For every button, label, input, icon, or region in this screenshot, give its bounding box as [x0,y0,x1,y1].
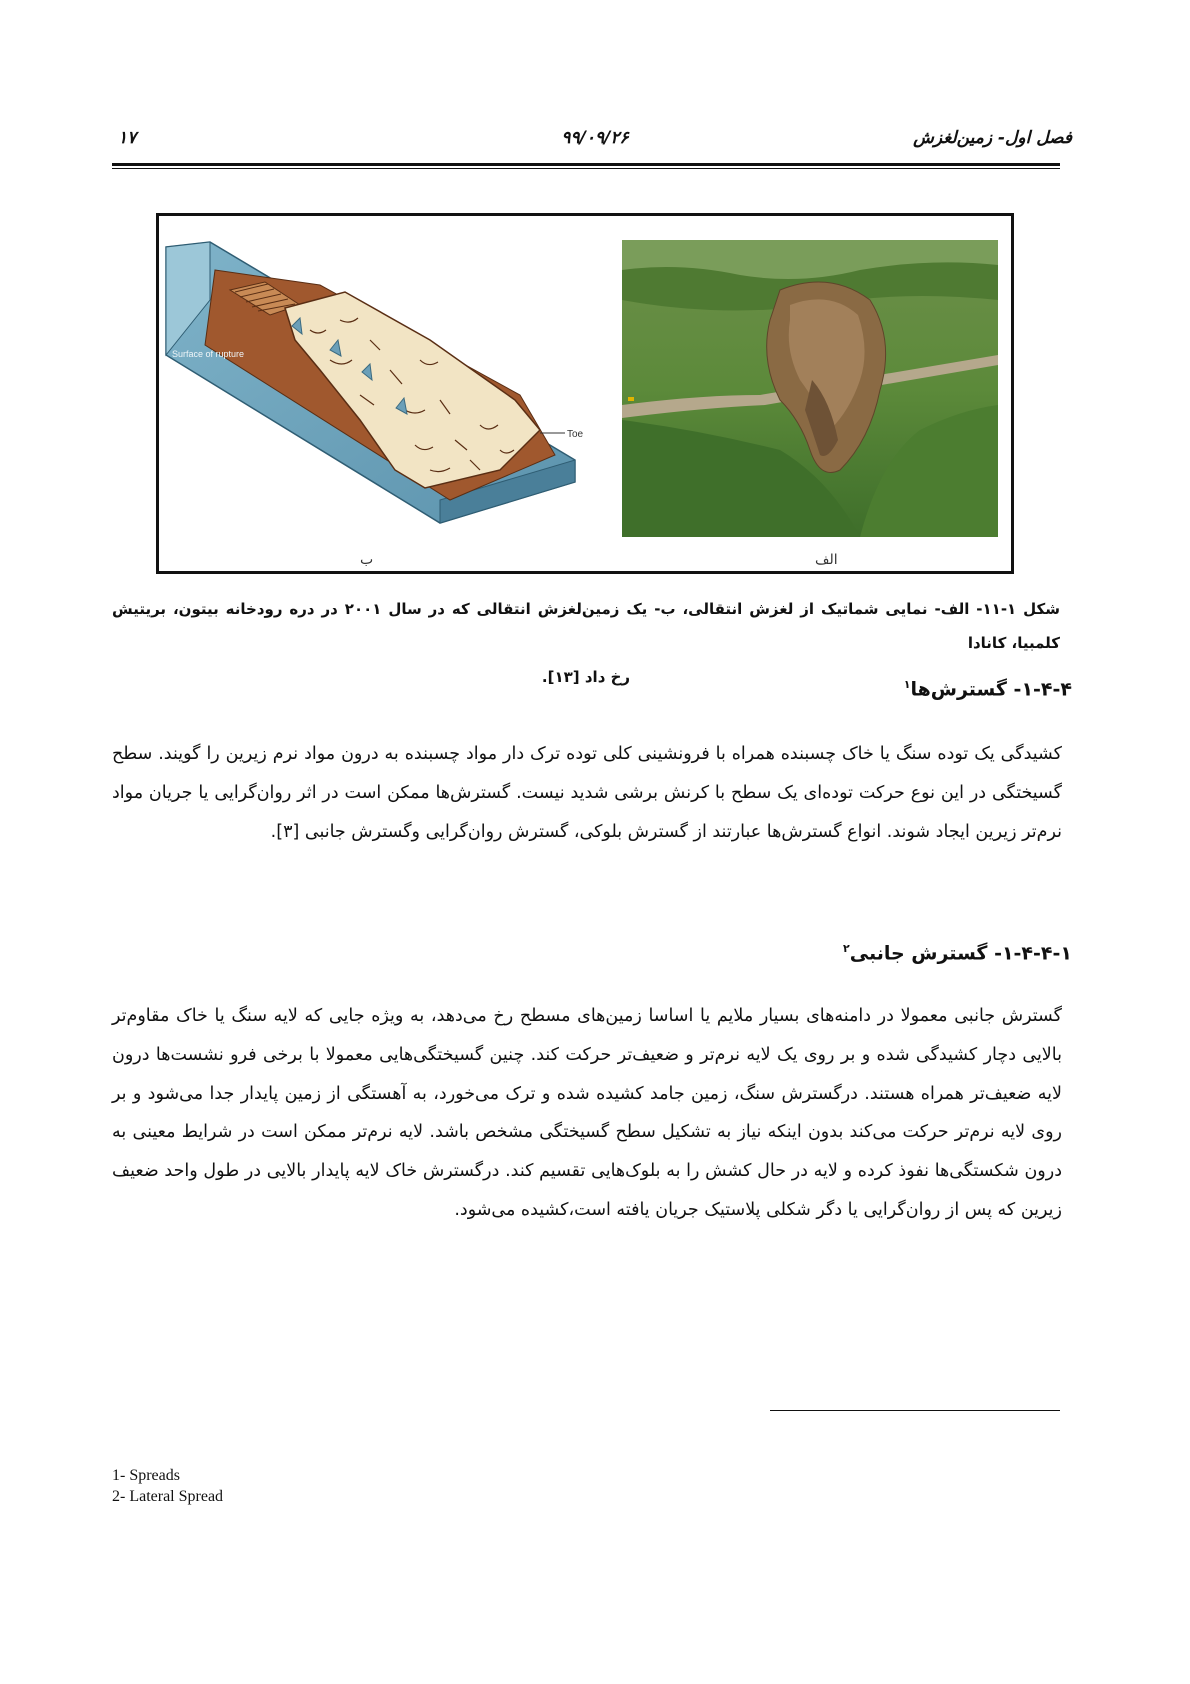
footnote-ref: ۲ [843,942,850,955]
figure-label-a: الف [815,552,838,568]
running-header-date: ۹۹/۰۹/۲۶ [561,128,629,148]
schematic-translational-slide [166,242,584,523]
footnote-rule [770,1410,1060,1411]
heading-text: ۱-۴-۴- گسترش‌ها [910,678,1072,701]
landslide-photo [622,240,998,537]
figure-label-b: ب [360,552,374,568]
running-header-chapter: فصل اول- زمین‌لغزش [913,128,1072,148]
footnote-1: 1- Spreads [112,1467,180,1484]
heading-text: ۱-۴-۴-۱- گسترش جانبی [849,942,1072,965]
section-heading-lateral-spread [843,942,1072,964]
paragraph-lateral-spread: گسترش جانبی معمولا در دامنه‌های بسیار ملایم یا اساسا زمین‌های مسطح رخ می‌دهد، به ویژه جایی که لایه سنگ یا خاک مقاوم‌تر بالایی دچار کشیدگی شده و بر روی یک لایه نرم‌تر و ضعیف‌تر حرکت کند. چنین گسیختگی‌هایی معمولا با برخی فرو نشست‌ها درون لایه ضعیف‌تر همراه هستند. درگسترش سنگ، زمین جامد کشیده شده و ترک می‌خورد، به آهستگی از زمین پایدار جدا می‌شود و بر روی لایه نرم‌تر حرکت می‌کند بدون اینکه نیاز به تشکیل سطح گسیختگی مشخص باشد. لایه نرم‌تر ممکن است در شرایط معینی به درون شکستگی‌ها نفوذ کرده و لایه در حال کشش را به بلوک‌هایی تقسیم کند. درگسترش خاک لایه پایدار بالایی در طول واحد ضعیف زیرین که پس از روان‌گرایی یا دگر شکلی پلاستیک جریان یافته است،کشیده می‌شود. [112,1006,1062,1220]
surface-of-rupture-label: Surface of rupture [172,349,245,359]
section-heading-spreads [904,678,1072,700]
footnote-ref: ۱ [903,678,911,691]
caption-line-2: رخ داد [۱۳]. [541,668,631,686]
caption-line-1: شکل ۱-۱۱- الف- نمایی شماتیک از لغزش انتقالی، ب- یک زمین‌لغزش انتقالی که در سال ۲۰۰۱ در دره رودخانه بیتون، بریتیش کلمبیا، کانادا [112,600,1060,652]
footnotes [112,1465,223,1507]
page-number: ۱۷ [118,128,137,148]
footnote-2: 2- Lateral Spread [112,1488,224,1505]
toe-label: Toe [567,429,584,440]
paragraph-spreads: کشیدگی یک توده سنگ یا خاک چسبنده همراه با فرونشینی کلی توده ترک دار مواد چسبنده به درون مواد نرم زیرین را گویند. سطح گسیختگی در این نوع حرکت توده‌ای یک سطح با کرنش برشی شدید نیست. گسترش‌ها ممکن است در اثر روان‌گرایی یا جریان مواد نرم‌تر زیرین ایجاد شوند. انواع گسترش‌ها عبارتند از گسترش بلوکی، گسترش روان‌گرایی وگسترش جانبی [۳]. [112,744,1062,842]
